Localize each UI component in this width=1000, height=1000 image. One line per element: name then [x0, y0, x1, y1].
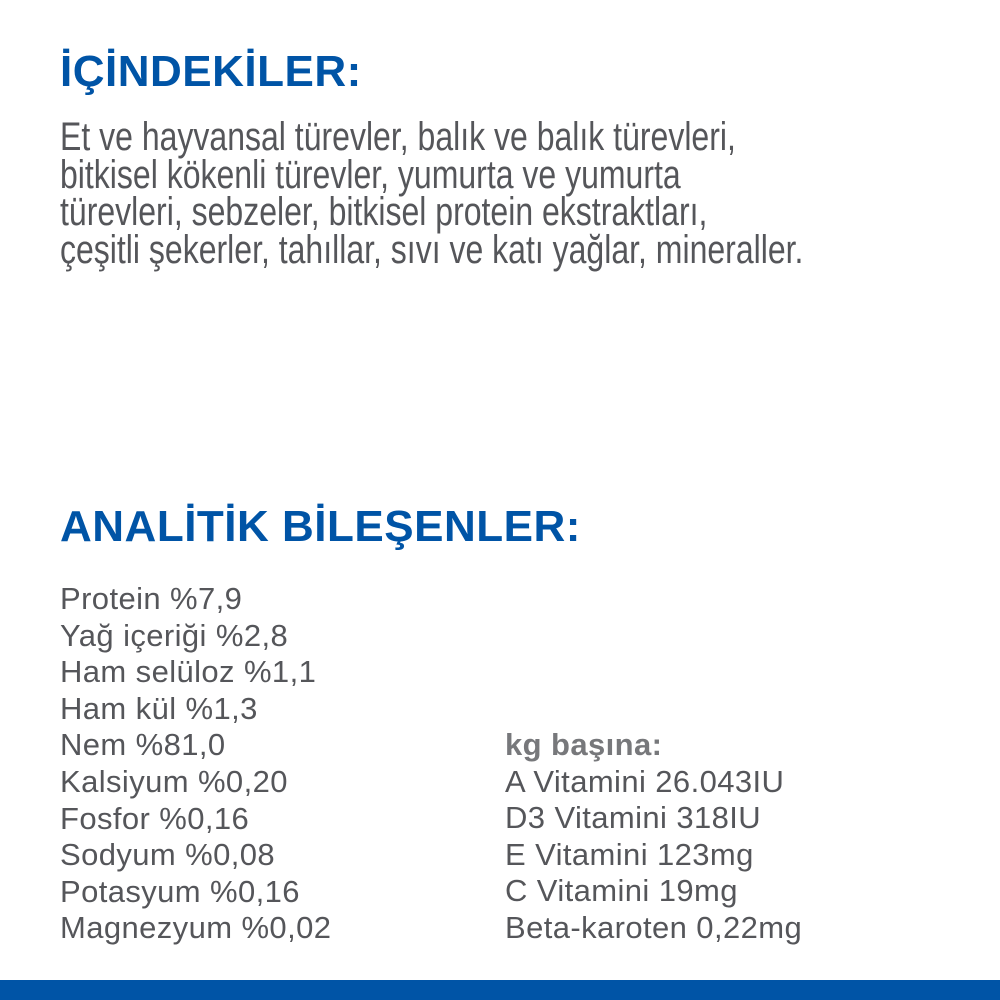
- component-item: Kalsiyum %0,20: [60, 763, 288, 799]
- ingredients-line: bitkisel kökenli türevler, yumurta ve yumurta: [60, 152, 681, 197]
- ingredients-line: türevleri, sebzeler, bitkisel protein ekstraktları,: [60, 190, 708, 234]
- component-item: Nem %81,0: [60, 727, 226, 763]
- analytical-heading: ANALİTİK BİLEŞENLER:: [60, 502, 581, 551]
- component-item: Magnezyum %0,02: [60, 910, 332, 946]
- component-item: Ham kül %1,3: [60, 690, 258, 726]
- per-kg-column: [505, 727, 802, 947]
- bottom-blue-bar: [0, 980, 1000, 1000]
- per-kg-item: C Vitamini 19mg: [505, 873, 738, 909]
- per-kg-item: E Vitamini 123mg: [505, 836, 754, 872]
- ingredients-line: çeşitli şekerler, tahıllar, sıvı ve katı yağlar, mineraller.: [60, 227, 804, 272]
- component-item: Ham selüloz %1,1: [60, 654, 317, 690]
- ingredients-paragraph: [60, 115, 989, 272]
- per-kg-item: D3 Vitamini 318IU: [505, 800, 762, 836]
- components-list: [60, 581, 331, 947]
- component-item: Yağ içeriği %2,8: [60, 617, 289, 653]
- ingredients-heading: İÇİNDEKİLER:: [60, 47, 362, 96]
- per-kg-item: Beta-karoten 0,22mg: [505, 909, 803, 945]
- component-item: Protein %7,9: [60, 581, 243, 616]
- component-item: Potasyum %0,16: [60, 873, 300, 909]
- component-item: Fosfor %0,16: [60, 800, 250, 836]
- per-kg-heading: kg başına:: [505, 727, 663, 762]
- component-item: Sodyum %0,08: [60, 837, 276, 873]
- ingredients-line: Et ve hayvansal türevler, balık ve balık türevleri,: [60, 115, 736, 159]
- per-kg-item: A Vitamini 26.043IU: [505, 763, 785, 799]
